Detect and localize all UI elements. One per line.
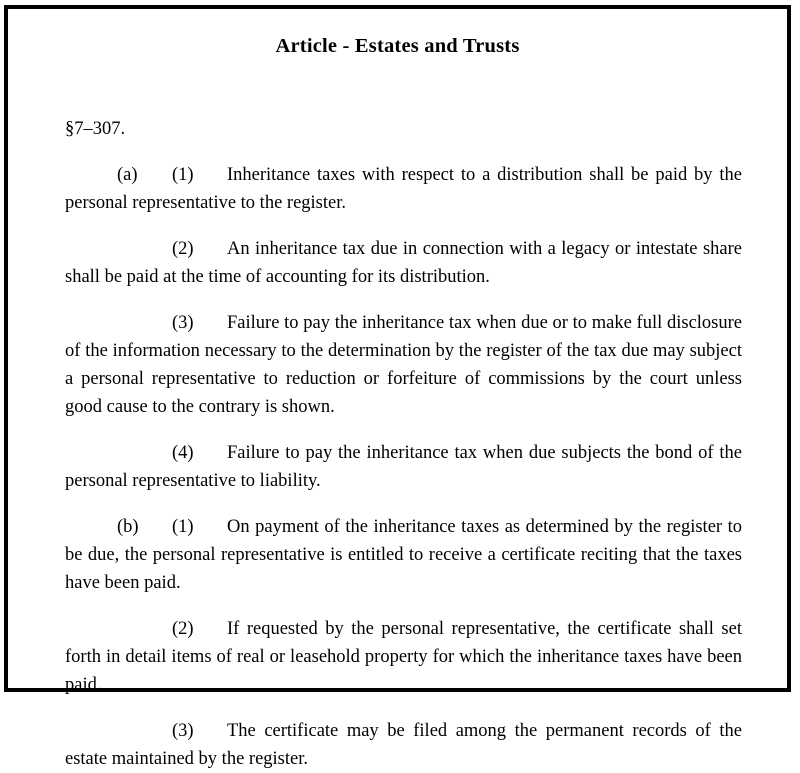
item-number-label: (2) [172, 239, 194, 259]
page-title: Article - Estates and Trusts [275, 35, 520, 57]
paragraph-text: The certificate may be filed among the permanent records of the estate maintained by the register. [65, 721, 742, 769]
section-number: §7–307. [65, 119, 126, 139]
statute-paragraph [65, 309, 742, 421]
statute-paragraph [65, 615, 742, 699]
subsection-label: (a) [117, 165, 138, 185]
item-number-label: (2) [172, 619, 194, 639]
document-page [8, 9, 787, 769]
statute-paragraph [65, 717, 742, 773]
statute-paragraph [65, 439, 742, 495]
item-number-label: (3) [172, 721, 194, 741]
paragraph-text: Inheritance taxes with respect to a distribution shall be paid by the personal representative to the register. [65, 165, 742, 213]
subsection-label: (b) [117, 517, 139, 537]
item-number-label: (1) [172, 165, 194, 185]
item-number-label: (4) [172, 443, 194, 463]
paragraph-text: Failure to pay the inheritance tax when due subjects the bond of the personal representative to liability. [65, 443, 742, 491]
paragraph-text: An inheritance tax due in connection with a legacy or intestate share shall be paid at the time of accounting for its distribution. [65, 239, 742, 287]
statute-paragraph [65, 161, 742, 217]
paragraph-list [65, 161, 742, 773]
statute-paragraph [65, 235, 742, 291]
document-page-border [4, 5, 791, 769]
statute-paragraph [65, 513, 742, 597]
paragraph-text: If requested by the personal representative, the certificate shall set forth in detail items of real or leasehold property for which the inheritance taxes have been paid. [65, 619, 742, 695]
paragraph-text: On payment of the inheritance taxes as determined by the register to be due, the personal representative is entitled to receive a certificate reciting that the taxes have been paid. [65, 517, 742, 593]
paragraph-text: Failure to pay the inheritance tax when due or to make full disclosure of the information necessary to the determination by the register of the tax due may subject a personal representative to reduction or forfeiture of commissions by the court unless good cause to the contrary is shown. [65, 313, 742, 417]
document-body [65, 115, 742, 773]
item-number-label: (3) [172, 313, 194, 333]
item-number-label: (1) [172, 517, 194, 537]
